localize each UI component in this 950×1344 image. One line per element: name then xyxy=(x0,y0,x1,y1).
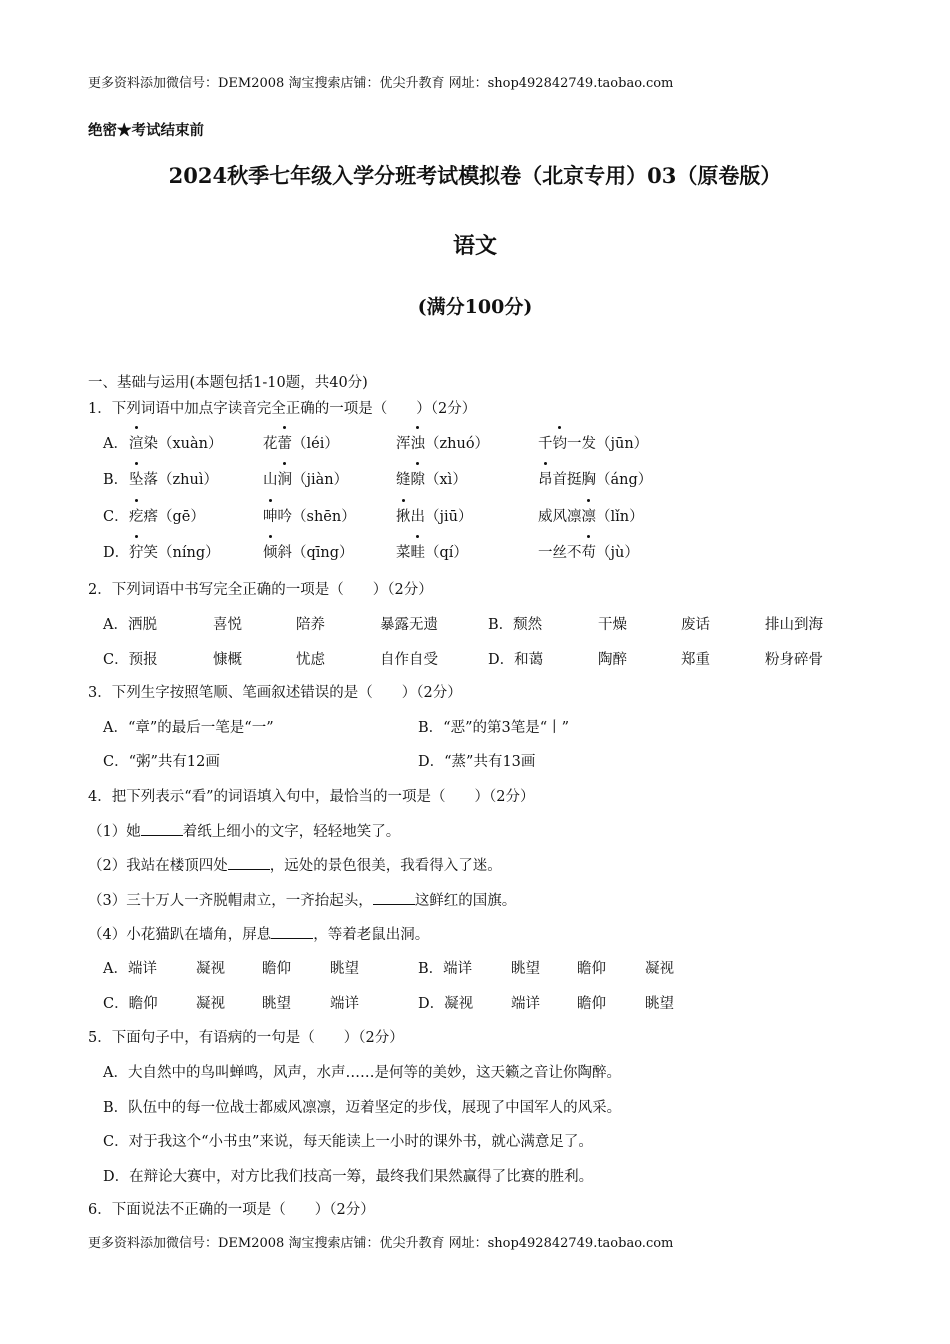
answer-blank xyxy=(141,821,183,836)
question-4-option-cell: 瞻仰 xyxy=(262,961,291,977)
word-suffix: （zhuó） xyxy=(425,436,490,452)
dotted-character: 畦 xyxy=(411,541,426,562)
question-1-option-a-word-1 xyxy=(129,432,223,453)
question-1-option-a-word-3 xyxy=(396,432,489,453)
question-4-option-cell: 端详 xyxy=(511,996,540,1012)
question-1-option-d-word-4 xyxy=(538,541,639,562)
question-2-option-cell: A．洒脱 xyxy=(103,617,157,633)
question-1-option-d-word-3 xyxy=(396,541,468,562)
question-1-option-a-word-4 xyxy=(538,432,648,453)
question-4-option-cell: 眺望 xyxy=(511,961,540,977)
question-2-option-cell: 粉身碎骨 xyxy=(765,652,823,668)
question-2-option-cell: 废话 xyxy=(681,617,710,633)
question-1-row-label: A． xyxy=(103,436,128,452)
question-1-option-a-word-2 xyxy=(263,432,339,453)
question-4-option-cell: 瞻仰 xyxy=(577,961,606,977)
dotted-character: 呻 xyxy=(263,505,278,526)
question-4-sentence xyxy=(88,889,516,910)
question-4-sentence xyxy=(88,854,502,875)
question-3-stem: 3．下列生字按照笔顺、笔画叙述错误的是（ ）（2分） xyxy=(88,685,462,701)
question-5-option-d: D．在辩论大赛中，对方比我们技高一筹，最终我们果然赢得了比赛的胜利。 xyxy=(103,1169,594,1185)
dotted-character: 凛 xyxy=(582,505,597,526)
sentence-start: （1）她 xyxy=(88,824,141,840)
question-4-stem: 4．把下列表示“看”的词语填入句中，最恰当的一项是（ ）（2分） xyxy=(88,789,535,805)
dotted-character: 倾 xyxy=(263,541,278,562)
question-4-option-cell: 眺望 xyxy=(330,961,359,977)
word-suffix: （qí） xyxy=(425,545,468,561)
word-prefix: 千 xyxy=(538,436,553,452)
subject-title: 语文 xyxy=(452,233,497,259)
dotted-character: 蕾 xyxy=(278,432,293,453)
question-2-option-cell: 陶醉 xyxy=(598,652,627,668)
question-2-option-cell: 忧虑 xyxy=(296,652,325,668)
word-suffix: 一发（jūn） xyxy=(567,436,649,452)
question-2-stem: 2．下列词语中书写完全正确的一项是（ ）（2分） xyxy=(88,582,433,598)
question-1-option-d-word-2 xyxy=(263,541,354,562)
word-suffix: （xì） xyxy=(425,472,467,488)
question-4-option-cell: 凝视 xyxy=(196,996,225,1012)
word-prefix: 威风凛 xyxy=(538,509,582,525)
question-4-option-cell: C．瞻仰 xyxy=(103,996,158,1012)
word-prefix: 菜 xyxy=(396,545,411,561)
dotted-character: 昂 xyxy=(538,468,553,489)
question-3-option-a: A．“章”的最后一笔是“一” xyxy=(103,720,274,736)
dotted-character: 揪 xyxy=(396,505,411,526)
question-4-sentence xyxy=(88,820,400,841)
page-title: 2024秋季七年级入学分班考试模拟卷（北京专用）03（原卷版） xyxy=(168,163,782,188)
question-3-option-b: B．“恶”的第3笔是“丨” xyxy=(418,720,570,736)
word-suffix: （jù） xyxy=(596,545,639,561)
sentence-end: ，等着老鼠出洞。 xyxy=(313,927,430,943)
secret-label: 绝密★考试结束前 xyxy=(88,122,204,139)
dotted-character: 渲 xyxy=(129,432,144,453)
word-suffix: （léi） xyxy=(292,436,339,452)
question-4-option-cell: 眺望 xyxy=(645,996,674,1012)
section-heading: 一、基础与运用(本题包括1-10题，共40分) xyxy=(88,375,368,391)
dotted-character: 隙 xyxy=(411,468,426,489)
dotted-character: 苟 xyxy=(582,541,597,562)
question-1-row-label: B． xyxy=(103,472,129,488)
word-prefix: 浑 xyxy=(396,436,411,452)
question-2-option-cell: B．颓然 xyxy=(488,617,543,633)
question-6-stem: 6．下面说法不正确的一项是（ ）（2分） xyxy=(88,1202,375,1218)
question-4-option-cell: 瞻仰 xyxy=(577,996,606,1012)
sentence-end: 这鲜红的国旗。 xyxy=(414,893,517,909)
question-4-option-cell: A．端详 xyxy=(103,961,157,977)
question-1-option-b-word-1 xyxy=(129,468,218,489)
word-prefix: 花 xyxy=(263,436,278,452)
question-4-option-cell: 凝视 xyxy=(196,961,225,977)
question-1-option-b-word-2 xyxy=(263,468,348,489)
question-1-option-b-word-3 xyxy=(396,468,467,489)
word-suffix: 出（jiū） xyxy=(410,509,473,525)
question-3-option-d: D．“蒸”共有13画 xyxy=(418,754,536,770)
question-2-option-cell: 慷概 xyxy=(213,652,242,668)
answer-blank xyxy=(373,890,415,905)
word-suffix: 首挺胸（áng） xyxy=(552,472,653,488)
dotted-character: 钧 xyxy=(553,432,568,453)
question-2-option-cell: D．和蔼 xyxy=(488,652,544,668)
question-1-option-d-word-1 xyxy=(129,541,220,562)
question-1-option-c-word-1 xyxy=(129,505,205,526)
word-prefix: 一丝不 xyxy=(538,545,582,561)
question-5-stem: 5．下面句子中，有语病的一句是（ ）（2分） xyxy=(88,1030,404,1046)
question-1-option-c-word-4 xyxy=(538,505,644,526)
answer-blank xyxy=(228,855,270,870)
question-5-option-a: A．大自然中的鸟叫蝉鸣，风声，水声……是何等的美妙，这天籁之音让你陶醉。 xyxy=(103,1065,621,1081)
sentence-start: （2）我站在楼顶四处 xyxy=(88,858,228,874)
question-1-option-c-word-2 xyxy=(263,505,356,526)
question-4-option-cell: D．凝视 xyxy=(418,996,474,1012)
question-1-option-c-word-3 xyxy=(396,505,472,526)
sentence-start: （4）小花猫趴在墙角，屏息 xyxy=(88,927,272,943)
word-prefix: 缝 xyxy=(396,472,411,488)
question-4-option-cell: 凝视 xyxy=(645,961,674,977)
word-suffix: 瘩（gē） xyxy=(143,509,205,525)
question-5-option-b: B．队伍中的每一位战士都威风凛凛，迈着坚定的步伐，展现了中国军人的风采。 xyxy=(103,1100,622,1116)
question-4-option-cell: B．端详 xyxy=(418,961,473,977)
question-2-option-cell: 喜悦 xyxy=(213,617,242,633)
word-suffix: 吟（shēn） xyxy=(277,509,356,525)
question-2-option-cell: 自作自受 xyxy=(380,652,438,668)
question-2-option-cell: 暴露无遗 xyxy=(380,617,438,633)
footer-note: 更多资料添加微信号：DEM2008 淘宝搜索店铺：优尖升教育 网址：shop492842749.taobao.com xyxy=(88,1236,674,1251)
question-2-option-cell: C．预报 xyxy=(103,652,158,668)
sentence-end: ，远处的景色很美，我看得入了迷。 xyxy=(269,858,502,874)
word-suffix: （lǐn） xyxy=(596,509,644,525)
answer-blank xyxy=(271,924,313,939)
question-2-option-cell: 陪养 xyxy=(296,617,325,633)
sentence-start: （3）三十万人一齐脱帽肃立，一齐抬起头， xyxy=(88,893,373,909)
word-suffix: （jiàn） xyxy=(292,472,349,488)
question-4-option-cell: 端详 xyxy=(330,996,359,1012)
question-1-row-label: D． xyxy=(103,545,130,561)
dotted-character: 涧 xyxy=(278,468,293,489)
question-3-option-c: C．“粥”共有12画 xyxy=(103,754,220,770)
question-1-option-b-word-4 xyxy=(538,468,652,489)
word-prefix: 山 xyxy=(263,472,278,488)
dotted-character: 坠 xyxy=(129,468,144,489)
sentence-end: 着纸上细小的文字，轻轻地笑了。 xyxy=(182,824,401,840)
question-2-option-cell: 郑重 xyxy=(681,652,710,668)
dotted-character: 浊 xyxy=(411,432,426,453)
word-suffix: 斜（qīng） xyxy=(277,545,354,561)
question-2-option-cell: 干燥 xyxy=(598,617,627,633)
question-2-option-cell: 排山到海 xyxy=(765,617,823,633)
question-4-sentence xyxy=(88,923,429,944)
full-score: (满分100分) xyxy=(417,296,533,318)
question-4-option-cell: 眺望 xyxy=(262,996,291,1012)
question-1-stem: 1．下列词语中加点字读音完全正确的一项是（ ）（2分） xyxy=(88,401,477,417)
word-suffix: 落（zhuì） xyxy=(143,472,218,488)
dotted-character: 狞 xyxy=(129,541,144,562)
dotted-character: 疙 xyxy=(129,505,144,526)
question-5-option-c: C．对于我这个“小书虫”来说，每天能读上一小时的课外书，就心满意足了。 xyxy=(103,1134,593,1150)
word-suffix: 染（xuàn） xyxy=(143,436,223,452)
question-1-row-label: C． xyxy=(103,509,129,525)
word-suffix: 笑（níng） xyxy=(143,545,220,561)
header-note: 更多资料添加微信号：DEM2008 淘宝搜索店铺：优尖升教育 网址：shop492842749.taobao.com xyxy=(88,76,674,91)
